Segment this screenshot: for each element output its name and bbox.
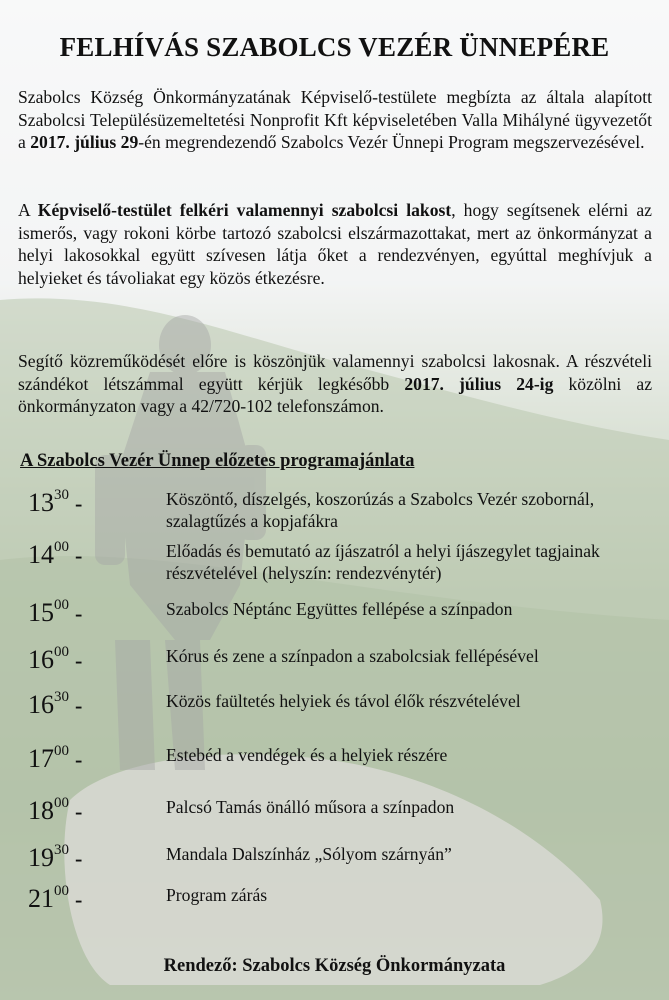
time-dash: -: [75, 543, 83, 568]
time-hour: 14: [28, 540, 54, 569]
intro-paragraph-1: [18, 86, 652, 154]
time-dash: -: [75, 887, 83, 912]
time-minute: 30: [54, 689, 69, 705]
program-time: [28, 796, 82, 827]
intro-p2-text-b: , hogy segítsenek elérni az ismerős, vagy rokoni körbe tartozó szabolcsi elszármazottakat, mert az önkormányzat a helyi lakosokkal együtt szívesen látja őket a rendezvényen, egyúttal meghívjuk a helyieket és távoliakat egy közös étkezésre.: [18, 200, 652, 288]
intro-paragraph-2: [18, 199, 652, 289]
time-hour: 13: [28, 488, 54, 517]
time-hour: 15: [28, 598, 54, 627]
program-description: Estebéd a vendégek és a helyiek részére: [166, 745, 448, 765]
intro-p2-bold: Képviselő-testület felkéri valamennyi szabolcsi lakost: [37, 200, 452, 220]
intro-paragraph-3: [18, 350, 652, 418]
time-minute: 30: [54, 487, 69, 503]
time-hour: 16: [28, 645, 54, 674]
program-description: Kórus és zene a színpadon a szabolcsiak fellépésével: [166, 646, 539, 666]
program-time: [28, 598, 82, 629]
time-hour: 21: [28, 884, 54, 913]
time-dash: -: [75, 693, 83, 718]
intro-p1-date: 2017. július 29: [30, 132, 139, 152]
time-dash: -: [75, 846, 83, 871]
time-hour: 19: [28, 843, 54, 872]
program-time: [28, 488, 82, 519]
intro-p3-text-a: Segítő közreműködését előre is köszönjük valamennyi szabolcsi lakosnak. A részvételi szándékot létszámmal együtt kérjük legkésőbb: [18, 351, 652, 394]
program-heading: A Szabolcs Vezér Ünnep előzetes programajánlata: [20, 451, 415, 471]
time-hour: 18: [28, 796, 54, 825]
time-minute: 00: [54, 597, 69, 613]
program-description: Mandala Dalszínház „Sólyom szárnyán”: [166, 844, 452, 864]
page-title: FELHÍVÁS SZABOLCS VEZÉR ÜNNEPÉRE: [59, 32, 610, 62]
time-hour: 16: [28, 690, 54, 719]
organizer-footer: Rendező: Szabolcs Község Önkormányzata: [163, 956, 506, 976]
program-time: [28, 690, 82, 721]
program-description: Közös faültetés helyiek és távol élők részvételével: [166, 691, 521, 711]
time-minute: 30: [54, 842, 69, 858]
intro-p3-text-b: közölni az önkormányzaton vagy a 42/720-102 telefonszámon.: [18, 373, 653, 416]
time-minute: 00: [54, 883, 69, 899]
intro-p3-date: 2017. július 24-ig: [404, 373, 554, 394]
intro-p1-text-a: Szabolcs Község Önkormányzatának Képviselő-testülete megbízta az általa alapított Szabolcsi Településüzemeltetési Nonprofit Kft képviseletében Valla Mihályné ügyvezetőt a: [18, 87, 652, 152]
program-time: [28, 744, 82, 775]
program-description: Palcsó Tamás önálló műsora a színpadon: [166, 797, 455, 817]
program-time: [28, 884, 82, 915]
time-minute: 00: [54, 644, 69, 660]
intro-p1-text-b: -én megrendezendő Szabolcs Vezér Ünnepi Program megszervezésével.: [138, 132, 645, 152]
time-minute: 00: [54, 539, 69, 555]
program-time: [28, 843, 82, 874]
program-description: Előadás és bemutató az íjászatról a helyi íjászegylet tagjainak részvételével (helyszín: rendezvénytér): [166, 541, 600, 583]
time-dash: -: [75, 747, 83, 772]
program-description: Program zárás: [166, 885, 268, 905]
program-description: Szabolcs Néptánc Együttes fellépése a színpadon: [166, 599, 513, 619]
program-time: [28, 540, 82, 571]
time-minute: 00: [54, 743, 69, 759]
program-description: Köszöntő, díszelgés, koszorúzás a Szabolcs Vezér szobornál, szalagtűzés a kopjafákra: [166, 489, 595, 531]
time-dash: -: [75, 799, 83, 824]
time-minute: 00: [54, 795, 69, 811]
program-time: [28, 645, 82, 676]
intro-p2-text-a: A: [18, 200, 38, 220]
time-dash: -: [75, 491, 83, 516]
time-dash: -: [75, 601, 83, 626]
time-dash: -: [75, 648, 83, 673]
time-hour: 17: [28, 744, 54, 773]
